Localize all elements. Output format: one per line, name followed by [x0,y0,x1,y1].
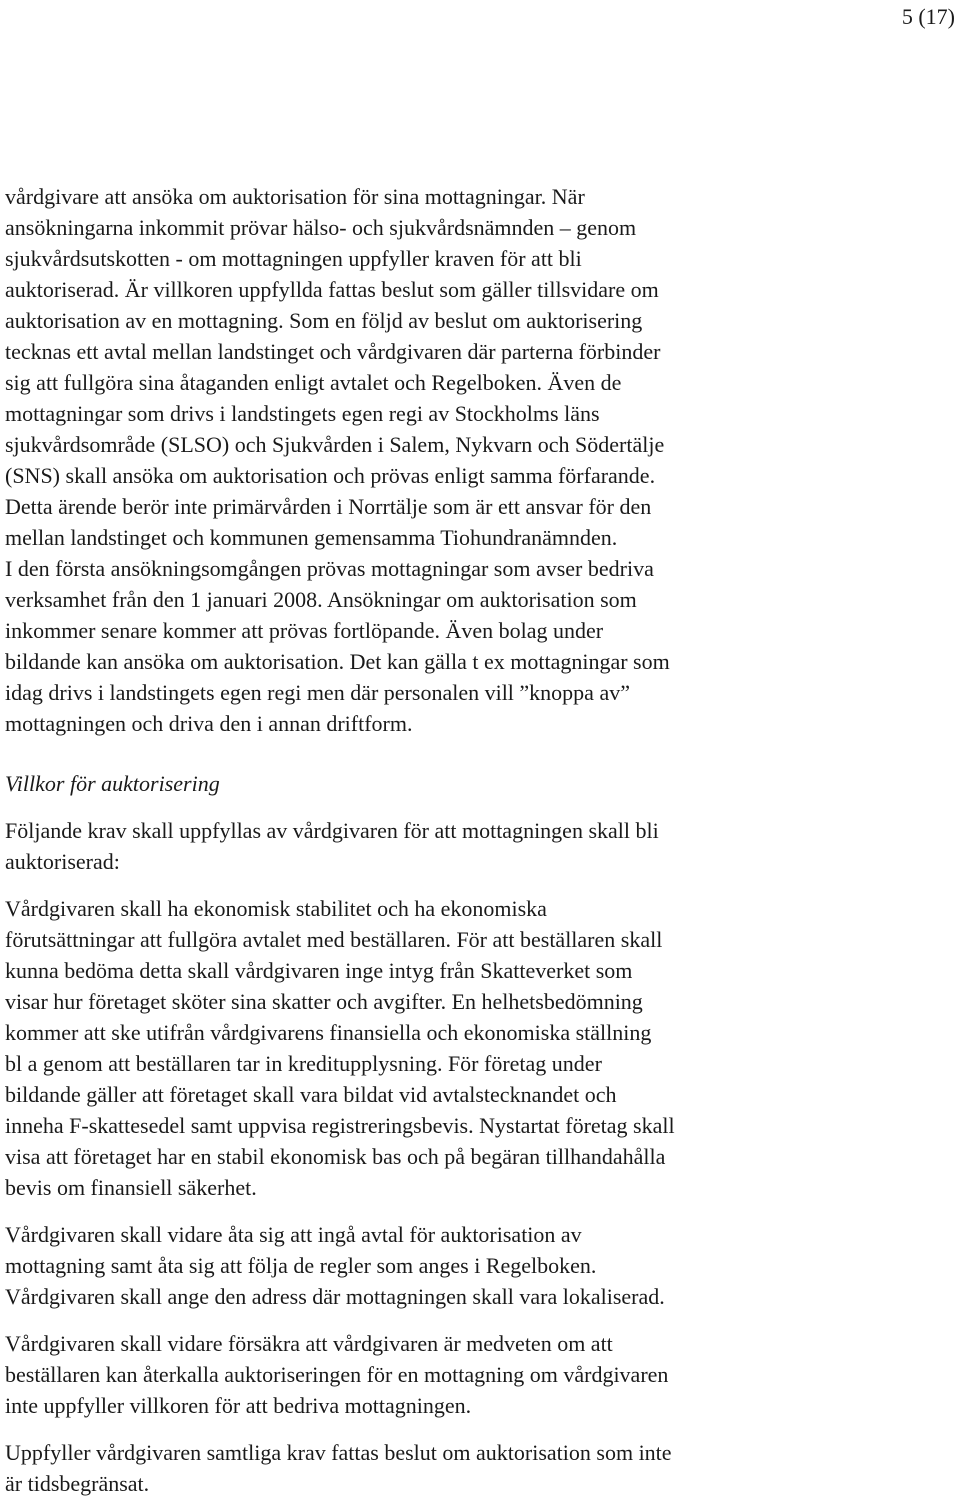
text-line: bildande kan ansöka om auktorisation. Det kan gälla t ex mottagningar som [5,649,670,674]
text-line: Uppfyller vårdgivaren samtliga krav fattas beslut om auktorisation som inte [5,1440,672,1465]
paragraph-avtal [5,1219,885,1312]
document-body [5,181,885,1499]
paragraph-krav-intro [5,815,885,877]
text-line: mottagning samt åta sig att följa de regler som anges i Regelboken. [5,1253,597,1278]
text-line: Detta ärende berör inte primärvården i Norrtälje som är ett ansvar för den [5,494,652,519]
text-line: vårdgivare att ansöka om auktorisation för sina mottagningar. När [5,184,585,209]
paragraph-ekonomisk-stabilitet [5,893,885,1203]
text-line: sjukvårdsområde (SLSO) och Sjukvården i Salem, Nykvarn och Södertälje [5,432,665,457]
text-line: I den första ansökningsomgången prövas mottagningar som avser bedriva [5,556,654,581]
text-line: ansökningarna inkommit prövar hälso- och sjukvårdsnämnden – genom [5,215,637,240]
text-line: sjukvårdsutskotten - om mottagningen uppfyller kraven för att bli [5,246,582,271]
text-line: inkommer senare kommer att prövas fortlöpande. Även bolag under [5,618,604,643]
text-line: mellan landstinget och kommunen gemensamma Tiohundranämnden. [5,525,618,550]
text-line: är tidsbegränsat. [5,1471,150,1496]
text-line: idag drivs i landstingets egen regi men där personalen vill ”knoppa av” [5,680,630,705]
text-line: Följande krav skall uppfyllas av vårdgivaren för att mottagningen skall bli [5,818,659,843]
text-line: Vårdgivaren skall ange den adress där mottagningen skall vara lokaliserad. [5,1284,665,1309]
text-line: Vårdgivaren skall vidare åta sig att ingå avtal för auktorisation av [5,1222,582,1247]
text-line: verksamhet från den 1 januari 2008. Ansökningar om auktorisation som [5,587,637,612]
section-heading [5,768,885,799]
text-line: auktoriserad. Är villkoren uppfyllda fattas beslut som gäller tillsvidare om [5,277,659,302]
text-line: inte uppfyller villkoren för att bedriva mottagningen. [5,1393,472,1418]
text-line: mottagningen och driva den i annan driftform. [5,711,413,736]
paragraph-auktorisation-process [5,181,885,739]
text-line: bl a genom att beställaren tar in kreditupplysning. För företag under [5,1051,602,1076]
text-line: auktoriserad: [5,849,120,874]
text-line: mottagningar som drivs i landstingets egen regi av Stockholms läns [5,401,600,426]
text-line: visa att företaget har en stabil ekonomisk bas och på begäran tillhandahålla [5,1144,666,1169]
text-line: visar hur företaget sköter sina skatter och avgifter. En helhetsbedömning [5,989,643,1014]
page-number: 5 (17) [901,4,955,29]
text-line: kommer att ske utifrån vårdgivarens finansiella och ekonomiska ställning [5,1020,652,1045]
text-line: auktorisation av en mottagning. Som en följd av beslut om auktorisering [5,308,643,333]
text-line: Vårdgivaren skall ha ekonomisk stabilitet och ha ekonomiska [5,896,547,921]
text-line: Vårdgivaren skall vidare försäkra att vårdgivaren är medveten om att [5,1331,613,1356]
text-line: sig att fullgöra sina åtaganden enligt avtalet och Regelboken. Även de [5,370,622,395]
text-line: bevis om finansiell säkerhet. [5,1175,257,1200]
text-line: (SNS) skall ansöka om auktorisation och prövas enligt samma förfarande. [5,463,656,488]
text-line: förutsättningar att fullgöra avtalet med beställaren. För att beställaren skall [5,927,663,952]
text-line: beställaren kan återkalla auktoriseringen för en mottagning om vårdgivaren [5,1362,669,1387]
text-line: inneha F-skattesedel samt uppvisa registreringsbevis. Nystartat företag skall [5,1113,675,1138]
text-line: bildande gäller att företaget skall vara bildat vid avtalstecknandet och [5,1082,617,1107]
paragraph-aterkalla [5,1328,885,1421]
section-heading-text: Villkor för auktorisering [5,771,220,796]
text-line: kunna bedöma detta skall vårdgivaren inge intyg från Skatteverket som [5,958,633,983]
text-line: tecknas ett avtal mellan landstinget och vårdgivaren där parterna förbinder [5,339,661,364]
